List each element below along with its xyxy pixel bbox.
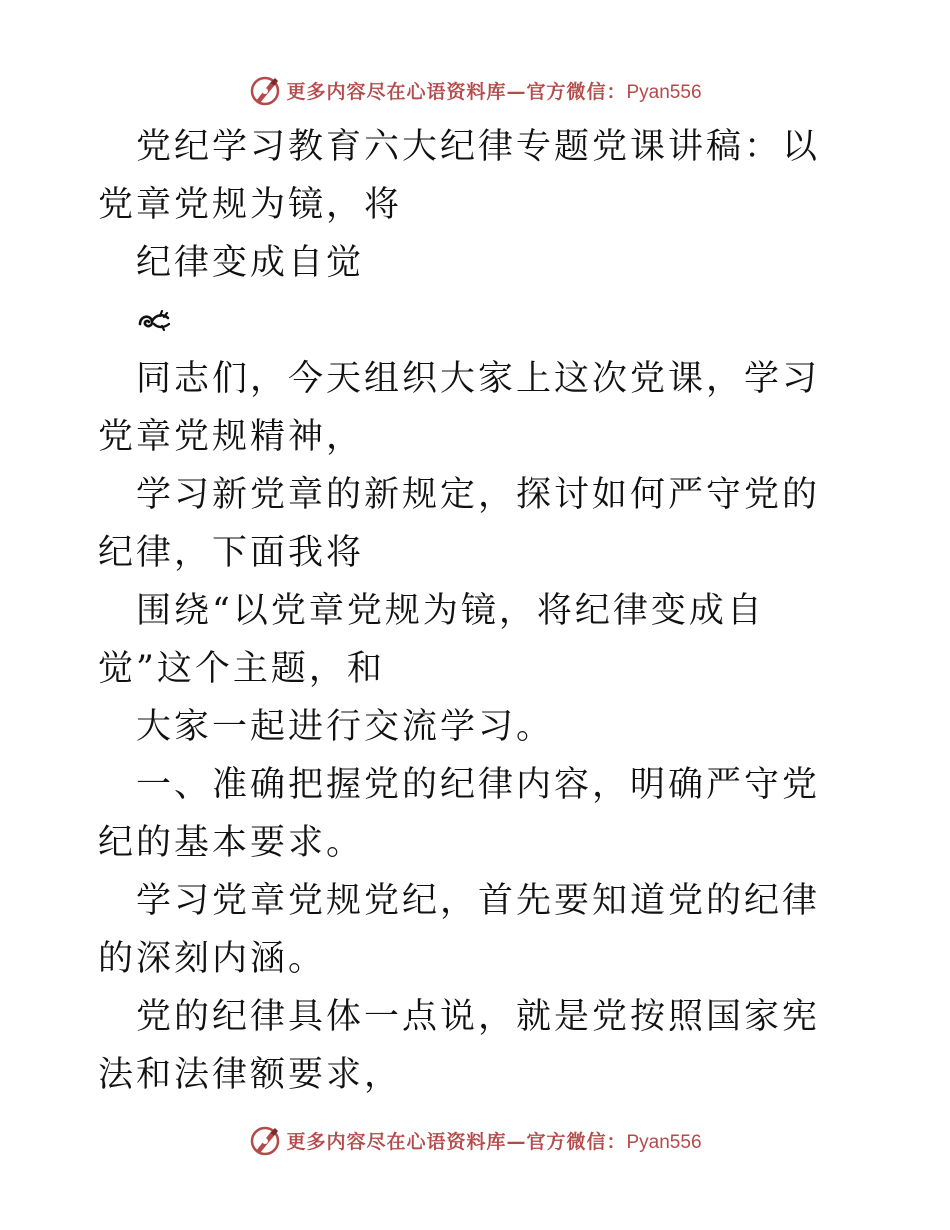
pen-circle-logo-icon [248, 1123, 282, 1157]
paragraph: 围绕“以党章党规为镜，将纪律变成自觉”这个主题，和 [98, 591, 765, 689]
ornament [98, 292, 854, 350]
banner-contact: Pyan556 [626, 1131, 702, 1153]
title-line-2: 纪律变成自觉 [136, 243, 365, 283]
banner-text: 更多内容尽在心语资料库—官方微信：Pyan556 [286, 80, 702, 103]
document-body [98, 118, 854, 1104]
paragraph: 学习党章党规党纪，首先要知道党的纪律的深刻内涵。 [98, 881, 821, 979]
paragraph: 党的纪律具体一点说，就是党按照国家宪法和法律额要求， [98, 997, 821, 1095]
paragraph: 学习新党章的新规定，探讨如何严守党的纪律，下面我将 [98, 475, 821, 573]
section-heading: 一、准确把握党的纪律内容，明确严守党纪的基本要求。 [98, 765, 821, 863]
paragraph: 大家一起进行交流学习。 [136, 707, 555, 747]
footer-banner [0, 1120, 950, 1160]
paragraph: 同志们，今天组织大家上这次党课，学习党章党规精神， [98, 359, 821, 457]
title-line-1: 党纪学习教育六大纪律专题党课讲稿：以党章党规为镜，将 [98, 127, 821, 225]
floral-ornament-icon [136, 310, 172, 332]
banner-contact: Pyan556 [626, 81, 702, 103]
banner-text: 更多内容尽在心语资料库—官方微信：Pyan556 [286, 1130, 702, 1153]
pen-circle-logo-icon [248, 73, 282, 107]
header-banner [0, 70, 950, 110]
